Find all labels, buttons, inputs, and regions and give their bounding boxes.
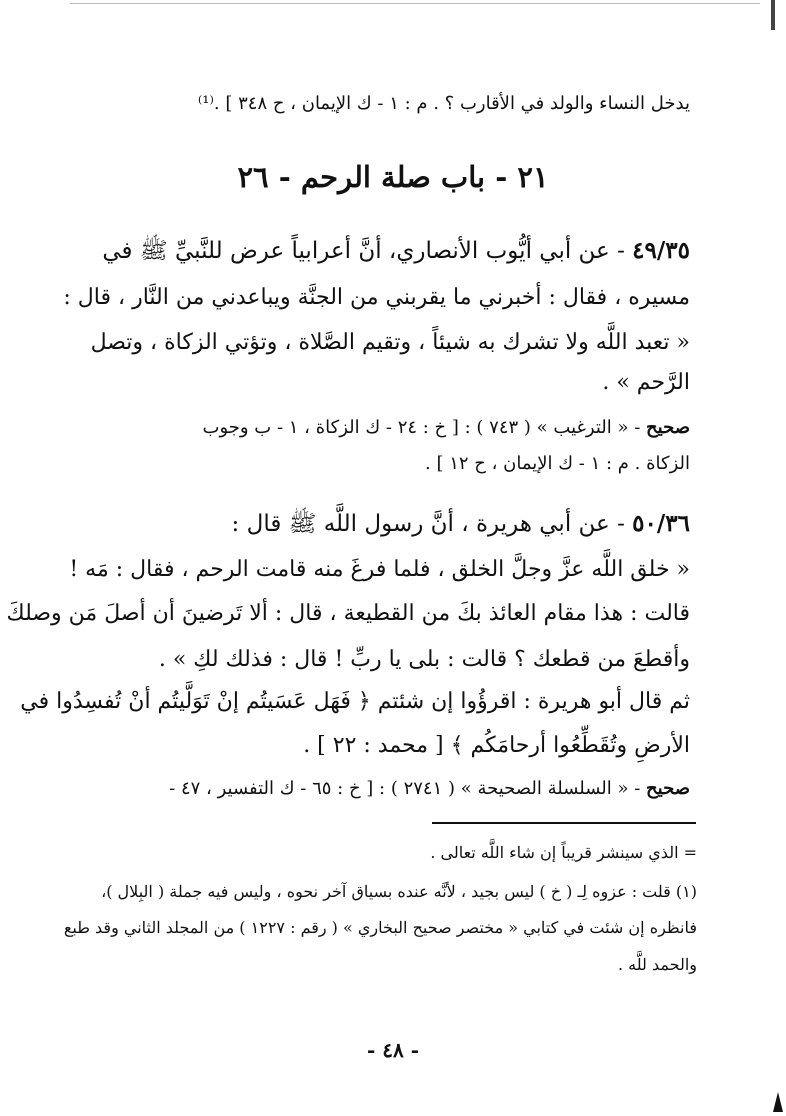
hadith-36-line-4: وأقطعَ من قطعك ؟ قالت : بلى يا ربِّ ! قال : فذلك لكِ » . <box>158 647 690 672</box>
page-number: - ٤٨ - <box>366 1038 419 1062</box>
hadith-35-line-4: الرَّحم » . <box>602 370 690 395</box>
hadith-36-text-1: - عن أبي هريرة ، أنَّ رسول اللَّه ﷺ قال : <box>231 511 625 537</box>
hadith-35-line-3: « تعبد اللَّه ولا تشرك به شيئاً ، وتقيم الصَّلاة ، وتؤتي الزكاة ، وتصل <box>90 330 690 355</box>
hadith-36-number: ٥٠/٣٦ <box>632 510 690 537</box>
chapter-title: ٢١ - باب صلة الرحم - ٢٦ <box>237 160 549 194</box>
scan-edge-mark <box>773 1092 783 1112</box>
footnote-1-line-2: فانظره إن شئت في كتابي « مختصر صحيح البخاري » ( رقم : ١٢٢٧ ) من المجلد الثاني وقد طبع <box>63 918 697 937</box>
top-edge-rule <box>70 3 760 4</box>
footnote-1-line-3: والحمد للَّه . <box>617 955 697 974</box>
hadith-36-line-2: « خلق اللَّه عزَّ وجلَّ الخلق ، فلما فرغَ منه قامت الرحم ، فقال : مَه ! <box>69 557 690 582</box>
hadith-36-takhrij-1 <box>0 778 786 799</box>
hadith-35-line-2: مسيره ، فقال : أخبرني ما يقربني من الجنَّة ويباعدني من النَّار ، قال : <box>63 285 690 310</box>
hadith-36-line-1 <box>0 509 786 543</box>
hadith-35-number: ٤٩/٣٥ <box>632 237 690 264</box>
hadith-36-line-5: ثم قال أبو هريرة : اقرؤُوا إن شئتم ﴿ فَهَل عَسَيتُم إنْ تَوَلَّيتُم أنْ تُفسِدُوا في <box>20 689 690 714</box>
hadith-35-text-1: - عن أبي أيُّوب الأنصاري، أنَّ أعرابياً عرض للنَّبيِّ ﷺ في <box>102 238 625 264</box>
hadith-36-takhrij-text: - « السلسلة الصحيحة » ( ٢٧٤١ ) : [ خ : ٦٥ - ك التفسير ، ٤٧ - <box>169 778 641 799</box>
continuation-line: يدخل النساء والولد في الأقارب ؟ . م : ١ - ك الإيمان ، ح ٣٤٨ ] .⁽¹⁾ <box>197 93 690 114</box>
scan-corner-mark <box>771 0 775 30</box>
footnote-1-line-1: (١) قلت : عزوه لِـ ( خ ) ليس بجيد ، لأنَّه عنده بسياق آخر نحوه ، وليس فيه جملة ( البِلال )، <box>101 882 697 901</box>
footnote-continuation: = الذي سينشر قريباً إن شاء اللَّه تعالى . <box>430 843 697 862</box>
hadith-36-grade: صحيح <box>646 778 690 799</box>
hadith-35-takhrij-text: - « الترغيب » ( ٧٤٣ ) : [ خ : ٢٤ - ك الزكاة ، ١ - ب وجوب <box>202 417 641 438</box>
hadith-36-line-3: قالت : هذا مقام العائذ بكَ من القطيعة ، قال : ألا تَرضينَ أن أصلَ مَن وصلكَ <box>6 601 690 626</box>
hadith-35-takhrij-2: الزكاة . م : ١ - ك الإيمان ، ح ١٢ ] . <box>425 453 690 474</box>
hadith-35-takhrij-1 <box>0 417 786 438</box>
footnote-separator <box>432 822 696 824</box>
hadith-36-line-6: الأرضِ وتُقَطِّعُوا أرحامَكُم ﴾ [ محمد : ٢٢ ] . <box>303 733 690 758</box>
hadith-35-line-1 <box>0 236 786 270</box>
hadith-35-grade: صحيح <box>646 417 690 438</box>
